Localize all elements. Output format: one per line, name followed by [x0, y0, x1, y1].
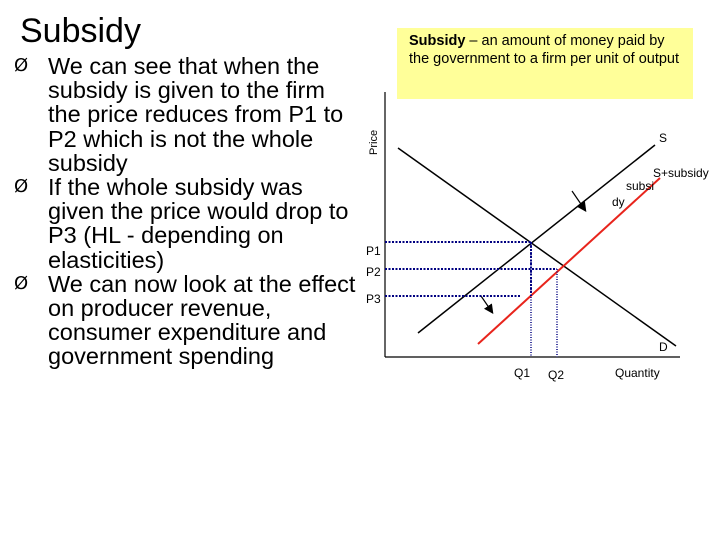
- subsidised-supply-label: S+subsidy: [653, 166, 709, 180]
- arrow-bullet-icon: Ø: [14, 272, 29, 294]
- q2-label: Q2: [548, 368, 565, 382]
- definition-text: – an amount of money paid by the government to a firm per unit of output: [409, 33, 680, 67]
- q1-label: Q1: [514, 366, 531, 380]
- x-axis-label: Quantity: [615, 366, 660, 380]
- bullet-text: We can now look at the effect on producer revenue, consumer expenditure and government spending: [48, 270, 356, 370]
- arrow-bullet-icon: Ø: [14, 55, 29, 76]
- bullet-text: We can see that when the subsidy is given to the firm the price reduces from P1 to P2 which is not the whole subsidy: [48, 53, 344, 176]
- p3-label: P3: [366, 292, 381, 306]
- subsidy-label-line1: subsi: [626, 179, 655, 193]
- definition-term: Subsidy: [409, 33, 466, 49]
- slide-title: Subsidy: [20, 12, 141, 50]
- demand-label: D: [659, 340, 668, 354]
- shift-arrow-icon: [481, 296, 492, 312]
- arrow-bullet-icon: Ø: [14, 176, 29, 198]
- supply-curve: [418, 145, 655, 333]
- subsidy-label-line2: dy: [612, 195, 625, 209]
- p1-label: P1: [366, 244, 381, 258]
- bullet-text: If the whole subsidy was given the price would drop to P3 (HL - depending on elasticities): [48, 174, 349, 273]
- subsidised-supply-curve: [478, 178, 660, 344]
- y-axis-label: Price: [368, 129, 380, 155]
- shift-arrow-icon: [572, 191, 585, 210]
- supply-label: S: [659, 131, 668, 145]
- p2-label: P2: [366, 265, 381, 279]
